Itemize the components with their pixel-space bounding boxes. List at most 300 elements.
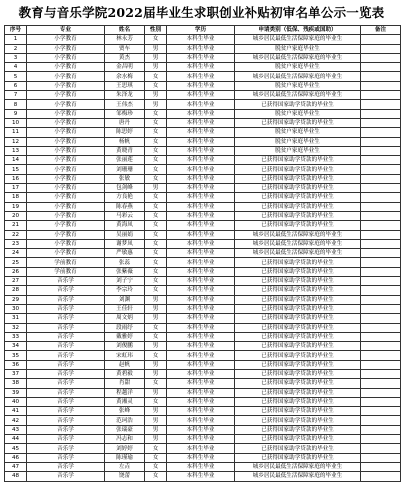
cell-note xyxy=(361,425,401,434)
cell-edu: 本科生毕业 xyxy=(167,128,235,137)
cell-category: 已获得国家助学贷款的毕业生 xyxy=(235,267,361,276)
cell-no: 26 xyxy=(5,267,27,276)
table-row xyxy=(5,128,401,137)
table-row xyxy=(5,388,401,397)
cell-no: 38 xyxy=(5,379,27,388)
cell-major: 音乐学 xyxy=(27,425,105,434)
header-edu: 学历 xyxy=(167,26,235,35)
cell-edu: 本科生毕业 xyxy=(167,211,235,220)
cell-gender: 女 xyxy=(145,323,167,332)
cell-gender: 男 xyxy=(145,91,167,100)
cell-note xyxy=(361,146,401,155)
cell-no: 27 xyxy=(5,277,27,286)
cell-note xyxy=(361,369,401,378)
cell-no: 28 xyxy=(5,286,27,295)
cell-edu: 本科生毕业 xyxy=(167,462,235,471)
cell-major: 音乐学 xyxy=(27,388,105,397)
header-name: 姓名 xyxy=(105,26,145,35)
cell-note xyxy=(361,379,401,388)
cell-category: 脱贫户家庭毕业生 xyxy=(235,128,361,137)
cell-no: 6 xyxy=(5,81,27,90)
cell-major: 小学教育 xyxy=(27,128,105,137)
cell-no: 14 xyxy=(5,156,27,165)
cell-major: 音乐学 xyxy=(27,314,105,323)
cell-category: 已获得国家助学贷款的毕业生 xyxy=(235,211,361,220)
cell-no: 39 xyxy=(5,388,27,397)
table-row xyxy=(5,137,401,146)
cell-major: 音乐学 xyxy=(27,453,105,462)
cell-category: 脱贫户家庭毕业生 xyxy=(235,44,361,53)
cell-note xyxy=(361,91,401,100)
table-row xyxy=(5,444,401,453)
cell-category: 已获得国家助学贷款的毕业生 xyxy=(235,435,361,444)
cell-no: 9 xyxy=(5,109,27,118)
cell-edu: 本科生毕业 xyxy=(167,146,235,155)
table-row xyxy=(5,221,401,230)
table-row xyxy=(5,258,401,267)
cell-no: 13 xyxy=(5,146,27,155)
cell-major: 小学教育 xyxy=(27,184,105,193)
cell-category: 已获得国家助学贷款的毕业生 xyxy=(235,332,361,341)
cell-gender: 女 xyxy=(145,397,167,406)
cell-gender: 女 xyxy=(145,379,167,388)
cell-name: 邹梅珍 xyxy=(105,109,145,118)
cell-name: 刘珊珊 xyxy=(105,165,145,174)
cell-no: 20 xyxy=(5,211,27,220)
cell-gender: 女 xyxy=(145,35,167,44)
table-row xyxy=(5,100,401,109)
table-row xyxy=(5,72,401,81)
cell-edu: 本科生毕业 xyxy=(167,53,235,62)
table-row xyxy=(5,342,401,351)
cell-note xyxy=(361,202,401,211)
cell-gender: 女 xyxy=(145,174,167,183)
cell-edu: 本科生毕业 xyxy=(167,360,235,369)
cell-edu: 本科生毕业 xyxy=(167,72,235,81)
cell-gender: 男 xyxy=(145,435,167,444)
table-row xyxy=(5,109,401,118)
cell-name: 谢梦凤 xyxy=(105,239,145,248)
cell-edu: 本科生毕业 xyxy=(167,444,235,453)
cell-gender: 女 xyxy=(145,286,167,295)
cell-name: 余水梅 xyxy=(105,72,145,81)
table-body xyxy=(5,35,401,481)
cell-no: 23 xyxy=(5,239,27,248)
cell-gender: 女 xyxy=(145,137,167,146)
table-row xyxy=(5,91,401,100)
cell-gender: 女 xyxy=(145,193,167,202)
cell-gender: 男 xyxy=(145,314,167,323)
cell-no: 18 xyxy=(5,193,27,202)
table-row xyxy=(5,425,401,434)
cell-no: 16 xyxy=(5,174,27,183)
cell-major: 音乐学 xyxy=(27,379,105,388)
cell-category: 城乡居民最低生活保障家庭的毕业生 xyxy=(235,53,361,62)
table-row xyxy=(5,277,401,286)
cell-gender: 男 xyxy=(145,53,167,62)
cell-major: 小学教育 xyxy=(27,174,105,183)
cell-note xyxy=(361,258,401,267)
cell-name: 陈春燕 xyxy=(105,202,145,211)
cell-gender: 女 xyxy=(145,239,167,248)
cell-gender: 男 xyxy=(145,295,167,304)
table-row xyxy=(5,193,401,202)
applicant-table xyxy=(4,25,401,482)
cell-major: 音乐学 xyxy=(27,435,105,444)
cell-category: 已获得国家助学贷款的毕业生 xyxy=(235,314,361,323)
cell-no: 25 xyxy=(5,258,27,267)
cell-major: 音乐学 xyxy=(27,444,105,453)
cell-note xyxy=(361,295,401,304)
cell-name: 刘渊 xyxy=(105,295,145,304)
cell-note xyxy=(361,249,401,258)
table-row xyxy=(5,165,401,174)
cell-edu: 本科生毕业 xyxy=(167,81,235,90)
cell-gender: 女 xyxy=(145,267,167,276)
cell-gender: 女 xyxy=(145,249,167,258)
cell-major: 小学教育 xyxy=(27,146,105,155)
cell-gender: 男 xyxy=(145,388,167,397)
cell-gender: 女 xyxy=(145,351,167,360)
cell-name: 段雨纾 xyxy=(105,323,145,332)
cell-gender: 男 xyxy=(145,100,167,109)
cell-name: 林永芳 xyxy=(105,35,145,44)
cell-name: 黄杰 xyxy=(105,53,145,62)
cell-category: 已获得国家助学贷款的毕业生 xyxy=(235,165,361,174)
cell-category: 已获得国家助学贷款的毕业生 xyxy=(235,174,361,183)
cell-note xyxy=(361,100,401,109)
cell-no: 34 xyxy=(5,342,27,351)
table-row xyxy=(5,332,401,341)
cell-gender: 男 xyxy=(145,425,167,434)
cell-name: 黄晓青 xyxy=(105,146,145,155)
cell-edu: 本科生毕业 xyxy=(167,453,235,462)
cell-name: 宋虹玮 xyxy=(105,351,145,360)
cell-edu: 本科生毕业 xyxy=(167,118,235,127)
table-row xyxy=(5,118,401,127)
cell-gender: 女 xyxy=(145,462,167,471)
page-title: 教育与音乐学院2022届毕业生求职创业补贴初审名单公示一览表 xyxy=(18,5,385,20)
table-header-row xyxy=(5,26,401,35)
table-row xyxy=(5,211,401,220)
cell-edu: 本科生毕业 xyxy=(167,332,235,341)
cell-no: 33 xyxy=(5,332,27,341)
cell-major: 小学教育 xyxy=(27,100,105,109)
cell-major: 音乐学 xyxy=(27,360,105,369)
header-category: 申请类别（低保、残疾或国助） xyxy=(235,26,361,35)
cell-name: 黄碧毅 xyxy=(105,369,145,378)
cell-note xyxy=(361,81,401,90)
cell-category: 城乡居民最低生活保障家庭的毕业生 xyxy=(235,230,361,239)
cell-edu: 本科生毕业 xyxy=(167,314,235,323)
cell-no: 44 xyxy=(5,435,27,444)
cell-note xyxy=(361,184,401,193)
cell-edu: 本科生毕业 xyxy=(167,304,235,313)
cell-gender: 女 xyxy=(145,109,167,118)
cell-no: 48 xyxy=(5,472,27,481)
cell-gender: 男 xyxy=(145,63,167,72)
cell-no: 46 xyxy=(5,453,27,462)
cell-name: 张敏 xyxy=(105,174,145,183)
cell-note xyxy=(361,388,401,397)
cell-edu: 本科生毕业 xyxy=(167,137,235,146)
cell-category: 已获得国家助学贷款的毕业生 xyxy=(235,416,361,425)
cell-edu: 本科生毕业 xyxy=(167,193,235,202)
cell-edu: 本科生毕业 xyxy=(167,44,235,53)
cell-category: 脱贫户家庭毕业生 xyxy=(235,137,361,146)
cell-major: 音乐学 xyxy=(27,397,105,406)
cell-note xyxy=(361,72,401,81)
cell-edu: 本科生毕业 xyxy=(167,35,235,44)
cell-note xyxy=(361,416,401,425)
cell-edu: 本科生毕业 xyxy=(167,221,235,230)
cell-no: 4 xyxy=(5,63,27,72)
cell-note xyxy=(361,239,401,248)
cell-major: 小学教育 xyxy=(27,211,105,220)
table-row xyxy=(5,239,401,248)
table-row xyxy=(5,379,401,388)
cell-note xyxy=(361,118,401,127)
cell-note xyxy=(361,63,401,72)
cell-gender: 男 xyxy=(145,304,167,313)
cell-no: 24 xyxy=(5,249,27,258)
cell-category: 已获得国家助学贷款的毕业生 xyxy=(235,100,361,109)
table-row xyxy=(5,314,401,323)
cell-note xyxy=(361,314,401,323)
cell-name: 金昌明 xyxy=(105,63,145,72)
cell-note xyxy=(361,360,401,369)
cell-gender: 男 xyxy=(145,360,167,369)
cell-name: 吴丽娟 xyxy=(105,230,145,239)
table-row xyxy=(5,435,401,444)
cell-name: 张紫薇 xyxy=(105,267,145,276)
cell-note xyxy=(361,174,401,183)
cell-category: 已获得国家助学贷款的毕业生 xyxy=(235,202,361,211)
cell-major: 小学教育 xyxy=(27,44,105,53)
cell-category: 已获得国家助学贷款的毕业生 xyxy=(235,286,361,295)
cell-name: 张蕊 xyxy=(105,258,145,267)
cell-name: 王思琪 xyxy=(105,81,145,90)
cell-category: 已获得国家助学贷款的毕业生 xyxy=(235,118,361,127)
cell-no: 15 xyxy=(5,165,27,174)
cell-major: 小学教育 xyxy=(27,165,105,174)
cell-no: 7 xyxy=(5,91,27,100)
table-row xyxy=(5,462,401,471)
cell-edu: 本科生毕业 xyxy=(167,184,235,193)
cell-category: 已获得国家助学贷款的毕业生 xyxy=(235,304,361,313)
table-row xyxy=(5,53,401,62)
cell-edu: 本科生毕业 xyxy=(167,239,235,248)
cell-edu: 本科生毕业 xyxy=(167,165,235,174)
cell-note xyxy=(361,137,401,146)
cell-gender: 女 xyxy=(145,81,167,90)
cell-major: 音乐学 xyxy=(27,295,105,304)
table-row xyxy=(5,295,401,304)
cell-edu: 本科生毕业 xyxy=(167,435,235,444)
cell-name: 贾车 xyxy=(105,44,145,53)
cell-gender: 男 xyxy=(145,407,167,416)
cell-edu: 本科生毕业 xyxy=(167,472,235,481)
cell-note xyxy=(361,462,401,471)
cell-major: 小学教育 xyxy=(27,193,105,202)
cell-no: 37 xyxy=(5,369,27,378)
cell-edu: 本科生毕业 xyxy=(167,100,235,109)
cell-no: 21 xyxy=(5,221,27,230)
table-row xyxy=(5,249,401,258)
table-row xyxy=(5,351,401,360)
cell-no: 40 xyxy=(5,397,27,406)
cell-name: 陈瑾瑜 xyxy=(105,453,145,462)
cell-no: 36 xyxy=(5,360,27,369)
header-gender: 性别 xyxy=(145,26,167,35)
cell-no: 32 xyxy=(5,323,27,332)
cell-edu: 本科生毕业 xyxy=(167,425,235,434)
cell-gender: 男 xyxy=(145,342,167,351)
cell-no: 8 xyxy=(5,100,27,109)
cell-note xyxy=(361,193,401,202)
cell-gender: 女 xyxy=(145,72,167,81)
cell-no: 35 xyxy=(5,351,27,360)
cell-gender: 女 xyxy=(145,211,167,220)
cell-edu: 本科生毕业 xyxy=(167,230,235,239)
cell-major: 学前教育 xyxy=(27,258,105,267)
cell-gender: 女 xyxy=(145,156,167,165)
cell-edu: 本科生毕业 xyxy=(167,267,235,276)
cell-gender: 男 xyxy=(145,184,167,193)
cell-category: 已获得国家助学贷款的毕业生 xyxy=(235,342,361,351)
table-row xyxy=(5,230,401,239)
cell-name: 冯志和 xyxy=(105,435,145,444)
cell-note xyxy=(361,286,401,295)
cell-no: 41 xyxy=(5,407,27,416)
cell-gender: 女 xyxy=(145,277,167,286)
table-row xyxy=(5,369,401,378)
cell-edu: 本科生毕业 xyxy=(167,63,235,72)
cell-note xyxy=(361,267,401,276)
cell-gender: 女 xyxy=(145,202,167,211)
cell-edu: 本科生毕业 xyxy=(167,379,235,388)
cell-edu: 本科生毕业 xyxy=(167,109,235,118)
cell-category: 已获得国家助学贷款的毕业生 xyxy=(235,369,361,378)
cell-note xyxy=(361,156,401,165)
cell-name: 程越洋 xyxy=(105,388,145,397)
cell-category: 已获得国家助学贷款的毕业生 xyxy=(235,453,361,462)
cell-edu: 本科生毕业 xyxy=(167,323,235,332)
cell-name: 王佳轩 xyxy=(105,304,145,313)
header-note: 备注 xyxy=(361,26,401,35)
cell-note xyxy=(361,444,401,453)
cell-category: 已获得国家助学贷款的毕业生 xyxy=(235,277,361,286)
cell-edu: 本科生毕业 xyxy=(167,416,235,425)
cell-note xyxy=(361,397,401,406)
cell-no: 12 xyxy=(5,137,27,146)
cell-major: 小学教育 xyxy=(27,137,105,146)
cell-major: 音乐学 xyxy=(27,416,105,425)
cell-gender: 女 xyxy=(145,258,167,267)
cell-no: 30 xyxy=(5,304,27,313)
cell-edu: 本科生毕业 xyxy=(167,295,235,304)
cell-gender: 女 xyxy=(145,128,167,137)
cell-major: 音乐学 xyxy=(27,462,105,471)
cell-no: 45 xyxy=(5,444,27,453)
cell-name: 李宗玲 xyxy=(105,286,145,295)
cell-name: 刘子宁 xyxy=(105,277,145,286)
table-row xyxy=(5,81,401,90)
cell-category: 已获得国家助学贷款的毕业生 xyxy=(235,388,361,397)
cell-name: 黄湘灵 xyxy=(105,397,145,406)
table-row xyxy=(5,174,401,183)
cell-edu: 本科生毕业 xyxy=(167,249,235,258)
cell-category: 已获得国家助学贷款的毕业生 xyxy=(235,407,361,416)
cell-note xyxy=(361,351,401,360)
cell-gender: 男 xyxy=(145,44,167,53)
cell-gender: 女 xyxy=(145,472,167,481)
cell-major: 音乐学 xyxy=(27,323,105,332)
cell-name: 刘俊鹏 xyxy=(105,342,145,351)
cell-major: 小学教育 xyxy=(27,109,105,118)
cell-category: 脱贫户家庭毕业生 xyxy=(235,81,361,90)
cell-name: 张瑞豪 xyxy=(105,425,145,434)
cell-no: 3 xyxy=(5,53,27,62)
cell-major: 音乐学 xyxy=(27,332,105,341)
cell-major: 小学教育 xyxy=(27,239,105,248)
cell-edu: 本科生毕业 xyxy=(167,202,235,211)
table-row xyxy=(5,146,401,155)
cell-category: 已获得国家助学贷款的毕业生 xyxy=(235,351,361,360)
cell-name: 马彩云 xyxy=(105,211,145,220)
cell-note xyxy=(361,221,401,230)
table-row xyxy=(5,397,401,406)
cell-major: 小学教育 xyxy=(27,81,105,90)
cell-name: 陈思婷 xyxy=(105,128,145,137)
cell-edu: 本科生毕业 xyxy=(167,277,235,286)
cell-category: 已获得国家助学贷款的毕业生 xyxy=(235,193,361,202)
cell-name: 黄海凤 xyxy=(105,221,145,230)
cell-category: 城乡居民最低生活保障家庭的毕业生 xyxy=(235,249,361,258)
cell-name: 范珂浩 xyxy=(105,416,145,425)
cell-no: 43 xyxy=(5,425,27,434)
cell-major: 音乐学 xyxy=(27,304,105,313)
cell-category: 已获得国家助学贷款的毕业生 xyxy=(235,221,361,230)
cell-edu: 本科生毕业 xyxy=(167,258,235,267)
cell-note xyxy=(361,304,401,313)
cell-no: 47 xyxy=(5,462,27,471)
table-row xyxy=(5,472,401,481)
cell-name: 肖甜 xyxy=(105,379,145,388)
cell-gender: 女 xyxy=(145,165,167,174)
cell-category: 已获得国家助学贷款的毕业生 xyxy=(235,397,361,406)
cell-name: 方良艳 xyxy=(105,193,145,202)
cell-category: 城乡居民最低生活保障家庭的毕业生 xyxy=(235,91,361,100)
cell-note xyxy=(361,109,401,118)
cell-category: 城乡居民最低生活保障家庭的毕业生 xyxy=(235,35,361,44)
cell-gender: 女 xyxy=(145,230,167,239)
cell-major: 小学教育 xyxy=(27,202,105,211)
cell-note xyxy=(361,53,401,62)
cell-major: 音乐学 xyxy=(27,407,105,416)
cell-category: 城乡居民最低生活保障家庭的毕业生 xyxy=(235,472,361,481)
cell-name: 戴雅婷 xyxy=(105,332,145,341)
table-row xyxy=(5,416,401,425)
cell-major: 音乐学 xyxy=(27,286,105,295)
header-no: 序号 xyxy=(5,26,27,35)
cell-major: 音乐学 xyxy=(27,472,105,481)
cell-gender: 女 xyxy=(145,221,167,230)
cell-category: 已获得国家助学贷款的毕业生 xyxy=(235,295,361,304)
cell-edu: 本科生毕业 xyxy=(167,407,235,416)
cell-note xyxy=(361,323,401,332)
cell-note xyxy=(361,44,401,53)
